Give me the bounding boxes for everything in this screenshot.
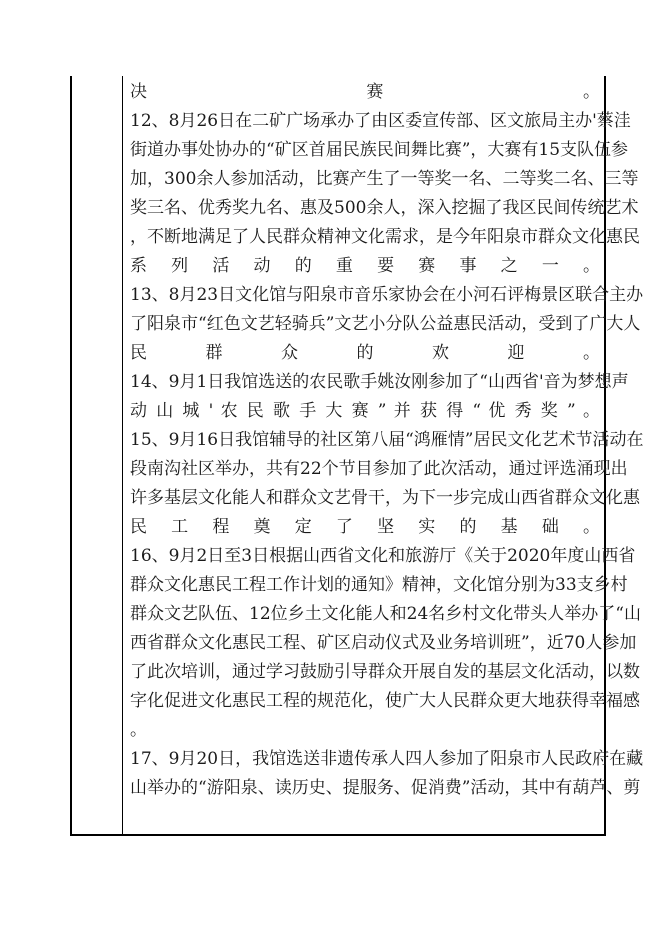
text-line: 13、8月23日文化馆与阳泉市音乐家协会在小河石评梅景区联合主办 [130,285,644,305]
text-line: 西省群众文化惠民工程、矿区启动仪式及业务培训班”，近70人参加 [130,633,637,653]
text-line: 15、9月16日我馆辅导的社区第八届“鸿雁情”居民文化艺术节活动在 [130,430,644,450]
text-line: 字化促进文化惠民工程的规范化，使广大人民群众更大地获得幸福感 [130,691,640,711]
text-line: 了此次培训，通过学习鼓励引导群众开展自发的基层文化活动，以数 [130,662,640,682]
text-line: 街道办事处协办的“矿区首届民族民间舞比赛”，大赛有15支队伍参 [130,140,629,160]
text-line: 。 [130,720,147,740]
text-line: 16、9月2日至3日根据山西省文化和旅游厅《关于2020年度山西省 [130,546,636,566]
text-line: 动 山 城 ' 农 民 歌 手 大 赛 ” 并 获 得 “ 优 秀 奖 ” 。 [130,401,600,421]
content-cell [130,78,644,803]
text-line: 14、9月1日我馆选送的农民歌手姚汝刚参加了“山西省'音为梦想声 [130,372,629,392]
column-divider [122,76,123,834]
text-line: 群众文化惠民工程工作计划的通知》精神，文化馆分别为33支乡村 [130,575,628,595]
text-line: 系 列 活 动 的 重 要 赛 事 之 一 。 [130,256,600,276]
text-line: 奖三名、优秀奖九名、惠及500余人，深入挖掘了我区民间传统艺术 [130,198,639,218]
text-line: 许多基层文化能人和群众文艺骨干，为下一步完成山西省群众文化惠 [130,488,640,508]
report-table [70,76,644,836]
text-line: 12、8月26日在二矿广场承办了由区委宣传部、区文旅局主办'蔡洼 [130,111,631,131]
text-line: 加，300余人参加活动，比赛产生了一等奖一名、二等奖二名、三等 [130,169,639,189]
text-line: 17、9月20日，我馆选送非遗传承人四人参加了阳泉市人民政府在藏 [130,749,644,769]
text-line: ，不断地满足了人民群众精神文化需求，是今年阳泉市群众文化惠民 [130,227,640,247]
text-line: 群众文艺队伍、12位乡土文化能人和24名乡村文化带头人举办了“山 [130,604,641,624]
text-line: 段南沟社区举办，共有22个节目参加了此次活动，通过评选涌现出 [130,459,628,479]
text-line: 民 群 众 的 欢 迎 。 [130,343,600,363]
text-line: 决 赛 。 [130,82,600,102]
text-line: 山举办的“游阳泉、读历史、提服务、促消费”活动，其中有葫芦、剪 [130,778,641,798]
text-line: 了阳泉市“红色文艺轻骑兵”文艺小分队公益惠民活动，受到了广大人 [130,314,641,334]
text-line: 民 工 程 奠 定 了 坚 实 的 基 础 。 [130,517,600,537]
